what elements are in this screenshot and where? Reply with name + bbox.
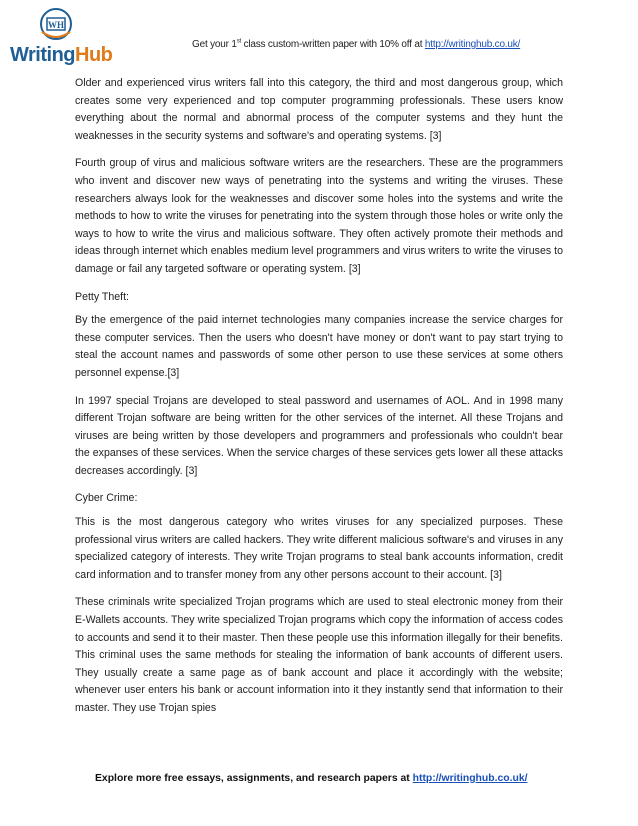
paragraph: Older and experienced virus writers fall into this category, the third and most dangerous group, which creates some very experienced and top computer programming professionals. These users know everything about the normal and abnormal process of the computer systems and they hunt the weaknesses in the security systems and software's and operating systems. [3] bbox=[75, 77, 563, 142]
writinghub-logo[interactable] bbox=[10, 8, 113, 66]
logo-word-hub: Hub bbox=[75, 44, 113, 66]
paragraph: This is the most dangerous category who writes viruses for any specialized purposes. These professional virus writers are called hackers. They write different malicious software's and viruses in any specialized category of interests. They write Trojan programs to steal bank accounts information, credit card information and to transfer money from any other persons account to their account. [3] bbox=[75, 516, 563, 581]
logo-word-writing: Writing bbox=[10, 44, 76, 66]
tagline-superscript: st bbox=[236, 38, 241, 45]
section-heading-petty-theft: Petty Theft: bbox=[75, 290, 129, 303]
paragraph: Fourth group of virus and malicious software writers are the researchers. These are the programmers who invent and discover new ways of penetrating into the systems and writing the viruses. These researchers always look for the weaknesses and discover some holes into the systems and write the methods to how to write the viruses for penetrating into the system through those holes or write only the ways to how to write the virus and malicious software. They often actively promote their methods and ideas through internet which enables medium level programmers and virus writers to write the viruses to damage or fail any targeted software or operating system. [3] bbox=[75, 157, 563, 275]
paragraph: In 1997 special Trojans are developed to steal password and usernames of AOL. And in 1998 many different Trojan software are being written for the other services of the internet. All these Trojans and viruses are being written by those developers and programmers and professionals who couldn't bear the expanses of these services. When the service charges of these services gets lower all these attacks decreases accordingly. [3] bbox=[75, 394, 563, 477]
logo-wordmark bbox=[10, 44, 112, 67]
footer bbox=[95, 773, 528, 784]
footer-text: Explore more free essays, assignments, and research papers at bbox=[95, 773, 413, 784]
header-link[interactable]: http://writinghub.co.uk/ bbox=[424, 39, 521, 50]
tagline-middle: class custom-written paper with 10% off at bbox=[240, 39, 425, 50]
document-body bbox=[75, 75, 563, 728]
logo-mark-text: WH bbox=[47, 20, 65, 30]
paragraph: By the emergence of the paid internet technologies many companies increase the service charges for these computer services. Then the users who doesn't have money or don't want to pay start trying to steal the account names and passwords of some other person to use these services at some others personnel expense.[3] bbox=[75, 314, 563, 379]
header-tagline bbox=[192, 39, 520, 50]
tagline-prefix: Get your 1 bbox=[192, 39, 237, 50]
footer-link[interactable]: http://writinghub.co.uk/ bbox=[412, 773, 528, 784]
section-heading-cyber-crime: Cyber Crime: bbox=[75, 492, 138, 505]
paragraph: These criminals write specialized Trojan programs which are used to steal electronic money from their E-Wallets accounts. They write specialized Trojan programs which copy the information of access codes to accounts and send it to their master. Then these people use this information illegally for their benefits. This criminal uses the same methods for stealing the information of bank accounts of different users. They usually create a same page as of bank account and place it accordingly with the website; whenever user enters his bank or account information into it they instantly send that information to their master. They use Trojan spies bbox=[75, 596, 563, 714]
logo-mark-icon bbox=[38, 8, 74, 42]
